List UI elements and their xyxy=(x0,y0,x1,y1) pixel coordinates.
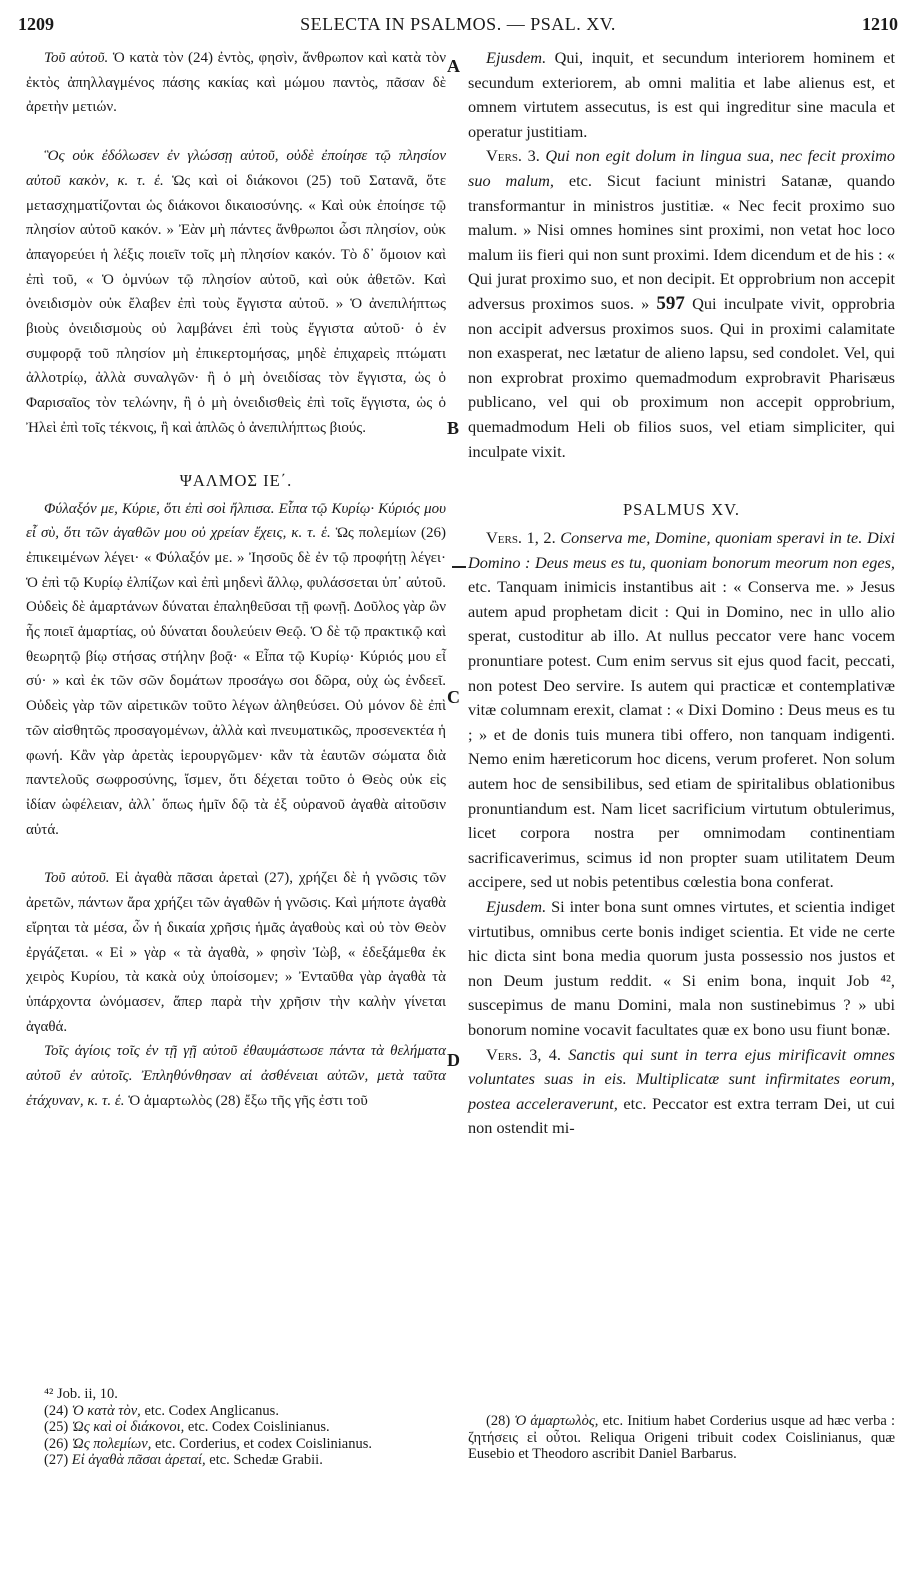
footnote-text: etc. Codex Coislinianus. xyxy=(184,1419,330,1435)
margin-marker-b: B xyxy=(447,418,460,438)
latin-paragraph xyxy=(468,526,895,895)
verse-label: Vers. 1, 2. xyxy=(486,528,556,548)
margin-marker-a: A xyxy=(447,56,460,76)
greek-paragraph xyxy=(26,866,446,1039)
greek-text: Ὡς πολεμίων (26) ἐπικειμένων λέγει· « Φύλαξόν με. » Ἰησοῦς δὲ ἐν τῷ προφήτῃ λέγει· Ὁ ἐπὶ τῷ Κυρίῳ ἐλπίζων καὶ ἐπὶ μηδενὶ ἄλλῳ, φυλάσσεται ὑπ᾽ αὐτοῦ. Οὐδεὶς δὲ ἁμαρτάνων δύναται ἐπαληθεῦσαι τῇ φωνῇ. Δοῦλος γὰρ ὢν ἧς ποιεῖ ἁμαρτίας, οὐ δύναται δουλεύειν Θεῷ. Ὁ δὲ τῷ πρακτικῷ καὶ θεωρητῷ βίῳ στήσας στήλην βοᾷ· « Εἶπα τῷ Κυρίῳ· Κύριός μου εἶ σύ· » καὶ ἐκ τῶν σῶν δομάτων προσάγω σοι δῶρα, οὐχ ὡς ἐνδεεῖ. Οὐδεὶς γὰρ τῶν αἱρετικῶν τοῦτο λέγων ἀληθεύσει. Οὐ μόνον δὲ ἐπὶ τῶν αἰσθητῶς προσαγομένων, ἀλλὰ καὶ πνευματικῶς, προσενεκτέα ἡ φωνή. Κἂν γὰρ ἀρετὰς ἱερουργῶμεν· κἂν τὰ ἑαυτῶν σώματα διὰ παντελοῦς σωφροσύνης, ἴσμεν, ὅτι δέχεται τοῦτο ὁ Θεὸς οὐκ εἰς ἰδίαν ὠφέλειαν, ἀλλ᾽ ὅπως ἡμῖν δῷ τὰ ἐξ οὐρανοῦ ἀγαθὰ αἰτοῦσιν αὐτά. xyxy=(26,525,446,838)
greek-lemma: Τοῦ αὐτοῦ. xyxy=(44,50,109,66)
footnote-text: etc. Schedæ Grabii. xyxy=(205,1452,323,1468)
latin-psalm-heading: PSALMUS XV. xyxy=(622,500,741,520)
latin-paragraph xyxy=(468,46,895,144)
latin-lemma: Conserva me, Domine, quoniam speravi in te. Dixi Domino : Deus meus es tu, quoniam bonorum meorum non eges, xyxy=(468,528,895,572)
greek-text: Ὁ ἁμαρτωλὸς (28) ἔξω τῆς γῆς ἐστι τοῦ xyxy=(124,1092,368,1109)
latin-text: etc. Sicut faciunt ministri Satanæ, quando transformantur in ministros justitiæ. « Nec fecit proximo suo malum. » Nisi omnes homines sint proximi, non vetat hoc loco malum iis fieri qui non sunt proximi. Idem dicendum et de his : « Qui jurat proximo suo, et non decipit. Et opprobrium non accepit adversus proximos suos. » xyxy=(468,170,895,313)
verse-label: Vers. 3, 4. xyxy=(486,1044,561,1064)
margin-marker-c: C xyxy=(447,687,460,707)
footnote xyxy=(468,1413,895,1463)
footnote-lemma: Ὁ ἁμαρτωλὸς, xyxy=(514,1413,599,1429)
footnote-number: (26) xyxy=(44,1435,72,1452)
spacer xyxy=(26,441,446,465)
greek-paragraph xyxy=(26,46,446,120)
column-divider-dash xyxy=(452,566,466,568)
footnote xyxy=(26,1436,446,1453)
footnote xyxy=(26,1419,446,1436)
greek-paragraph xyxy=(26,144,446,440)
footnotes-left xyxy=(26,1386,446,1469)
greek-lemma: Ὃς οὐκ ἐδόλωσεν ἐν γλώσσῃ αὐτοῦ, οὐδὲ ἐποίησε τῷ πλησίον αὐτοῦ κακὸν, κ. τ. ἑ. xyxy=(26,148,446,189)
footnote-text: etc. Initium habet Corderius usque ad hæc verba : ζητήσεις εἰ οὗτοι. Reliqua Origeni tribuit codex Coislinianus, quæ Eusebio et Theodoro ascribit Daniel Barbarus. xyxy=(468,1413,895,1462)
footnote-number: (25) xyxy=(44,1419,72,1435)
greek-column xyxy=(26,46,446,1113)
column-number: 597 xyxy=(656,292,685,314)
spacer xyxy=(26,842,446,866)
running-title: SELECTA IN PSALMOS. — PSAL. XV. xyxy=(300,14,616,34)
footnote xyxy=(26,1452,446,1469)
greek-paragraph xyxy=(26,497,446,843)
page-number-right: 1210 xyxy=(862,14,898,34)
latin-text: Qui, inquit, et secundum interiorem hominem et secundum exteriorem, ab omni malitia et labe alienus est, et omnem virtutem assecutus, is est qui ingreditur sine macula et operatur justitiam. xyxy=(468,48,895,141)
greek-text: Εἰ ἀγαθὰ πᾶσαι ἀρεταὶ (27), χρήζει δὲ ἡ γνῶσις τῶν ἀρετῶν, πάντων ἄρα χρήζει τῶν ἀγαθῶν ἡ γνῶσις. Καὶ μήποτε ἀγαθὰ εἴρηται τὰ μέσα, ὧν ἡ δικαία χρῆσις ἡμᾶς ἀγαθοὺς καὶ οὐ τὸν Θεὸν ἐργάζεται. « Εἰ » γὰρ « τὰ ἀγαθὰ, » φησὶν Ἰὼβ, « ἐδεξάμεθα ἐκ χειρὸς Κυρίου, τὰ κακὰ οὐχ ὑποίσομεν; » Ἐνταῦθα γὰρ ἀγαθὰ τὰ ὑπάρχοντα ὠνόμασεν, ἅπερ παρὰ τὴν χρῆσιν τὴν καλὴν γίνεται ἀγαθά. xyxy=(26,870,446,1035)
footnote-lemma: Ὡς πολεμίων, xyxy=(71,1435,152,1452)
latin-lemma: Ejusdem. xyxy=(486,48,547,67)
latin-text: etc. Peccator est extra terram Dei, ut cui non ostendit mi- xyxy=(468,1093,895,1138)
footnote xyxy=(26,1403,446,1420)
footnote-number: (28) xyxy=(486,1413,515,1429)
footnote-lemma: Ὁ κατὰ τὸν, xyxy=(71,1402,141,1419)
greek-text: Ὁ κατὰ τὸν (24) ἐντὸς, φησὶν, ἄνθρωπον καὶ κατὰ τὸν ἐκτὸς ἀπηλλαγμένος πάσης κακίας καὶ μώμου παντὸς, πᾶσαν δὲ ἀρετὴν μετιών. xyxy=(26,50,446,116)
latin-paragraph xyxy=(468,1043,895,1141)
footnote-text: etc. Codex Anglicanus. xyxy=(140,1402,279,1419)
greek-lemma: Τοῖς ἁγίοις τοῖς ἐν τῇ γῇ αὐτοῦ ἐθαυμάστωσε πάντα τὰ θελήματα αὐτοῦ ἐν αὐτοῖς. Ἐπληθύνθησαν αἱ ἀσθένειαι αὐτῶν, μετὰ ταῦτα ἐτάχυναν, κ. τ. ἑ. xyxy=(26,1043,446,1109)
greek-paragraph xyxy=(26,1039,446,1113)
greek-psalm-heading: ΨΑΛΜΟΣ ΙΕ΄. xyxy=(179,470,293,490)
footnote-number: (27) xyxy=(44,1452,72,1468)
latin-lemma: Qui non egit dolum in lingua sua, nec fecit proximo suo malum, xyxy=(468,146,895,190)
latin-paragraph xyxy=(468,144,895,464)
margin-marker-d: D xyxy=(447,1050,460,1070)
footnote: ⁴² Job. ii, 10. xyxy=(44,1386,118,1402)
footnote-number: (24) xyxy=(44,1402,72,1419)
latin-column xyxy=(468,46,895,1141)
page-number-left: 1209 xyxy=(18,14,54,34)
latin-paragraph xyxy=(468,895,895,1043)
greek-text: Ὡς καὶ οἱ διάκονοι (25) τοῦ Σατανᾶ, ὅτε μετασχηματίζονται ὡς διάκονοι δικαιοσύνης. « Καὶ οὐκ ἐποίησε τῷ πλησίον αὐτοῦ κακόν. » Ἐὰν μὴ πάντες ἄνθρωποι ὦσι πλησίον, οὐκ ἀπαγορεύει ἡ λέξις ποιεῖν τοῖς μὴ πλησίον κακόν. Τὸ δ᾽ ὅμοιον καὶ ἐπὶ τοῦ, « Ὁ ὀμνύων τῷ πλησίον αὐτοῦ, καὶ οὐκ ἀθετῶν. Καὶ ὀνειδισμὸν οὐκ ἔλαβεν ἐπὶ τοὺς ἔγγιστα αὐτοῦ. » Ὁ ἀνεπιλήπτως βιοὺς ὀνειδισμοὺς οὐ λαμβάνει ἐπὶ τοὺς ἔγγιστα αὐτοῦ· ὁ ἐν συμφορᾷ τοῦ πλησίον μὴ ἐπικερτομήσας, μηδὲ ἐπιχαρεὶς πτώματι ἀλλοτρίῳ, ἀλλὰ συναλγῶν· ἢ ὁ μὴ ὀνειδίσας τὸν ἔγγιστα, ὡς ὁ Φαρισαῖος τὸν τελώνην, ἢ ὁ μὴ ὀνειδισθεὶς ἐπὶ τοῖς ἔγγιστα, ὡς ὁ Ἠλεὶ ἐπὶ τοῖς τέκνοις, ἢ καὶ ἁπλῶς ὁ ἀνεπιλήπτως βιούς. xyxy=(26,172,447,436)
footnote-lemma: Ὡς καὶ οἱ διάκονοι, xyxy=(71,1419,185,1435)
spacer xyxy=(26,120,446,144)
footnote-text: etc. Corderius, et codex Coislinianus. xyxy=(151,1435,373,1452)
footnote-lemma: Εἰ ἀγαθὰ πᾶσαι ἀρεταί, xyxy=(71,1452,206,1468)
footnotes-right xyxy=(468,1413,895,1463)
latin-text: etc. Tanquam inimicis instantibus ait : « Conserva me. » Jesus autem apud prophetam dicit : Qui in Domino, nec in ullo alio sperat, custoditur ab illo. At nullus peccator vere hanc vocem pronuntiare potest. Cum enim servus sit ejus quod facit, peccati, non potest Deo servire. Is autem qui practicæ et contemplativæ vitæ columnam erexit, clamat : « Dixi Domino : Deus meus es tu ; » et de donis tuis munera tibi offero, non tanquam indigenti. Nemo enim hæreticorum hoc dicens, verum proferet. Non solum autem hoc de sensibilibus, sed etiam de spiritalibus oblationibus pronuntiandum est. Nam licet sacrificium virtutum obtulerimus, licet corpora nostra per omnimodam continentiam sacrificaverimus, scimus id non propter suam utilitatem Deum accipere, sed ut nobis petentibus cœlestia bona conferat. xyxy=(468,577,895,892)
latin-text: Qui inculpate vivit, opprobria non accipit adversus proximos suos. Qui in proximi calamitate non exasperat, nec lætatur de alieno lapsu, sed condolet. Vel, qui non exprobrat proximo quemadmodum exprobravit Pharisæus publicano, vel qui ob proximum non accepit opprobrium, quemadmodum Heli ob filios suos, vel etiam simpliciter, qui inculpate vixit. xyxy=(468,293,896,461)
latin-lemma: Sanctis qui sunt in terra ejus mirificavit omnes voluntates suas in eis. Multiplicatæ sunt infirmitates eorum, postea acceleraverunt, xyxy=(468,1044,895,1113)
greek-lemma: Τοῦ αὐτοῦ. xyxy=(44,870,110,887)
verse-label: Vers. 3. xyxy=(486,146,540,166)
spacer xyxy=(468,464,895,494)
running-header xyxy=(18,14,898,40)
greek-lemma: Φύλαξόν με, Κύριε, ὅτι ἐπὶ σοὶ ἤλπισα. Εἶπα τῷ Κυρίῳ· Κύριός μου εἶ σὺ, ὅτι τῶν ἀγαθῶν μου οὐ χρείαν ἔχεις, κ. τ. ἑ. xyxy=(26,500,446,542)
latin-text: Si inter bona sunt omnes virtutes, et scientia indiget virtutibus, omnibus certe bonis indiget scientia. Et vide ne certe hic dicta sint bona media quorum justa possessio nos justos et non Deum justum reddit. « Si enim bona, inquit Job ⁴², suscepimus de manu Domini, mala non sustinebimus ? » ubi bonorum nomine vocavit facultates quæ ex bono usu fiunt bonæ. xyxy=(468,897,895,1039)
latin-lemma: Ejusdem. xyxy=(486,897,547,916)
